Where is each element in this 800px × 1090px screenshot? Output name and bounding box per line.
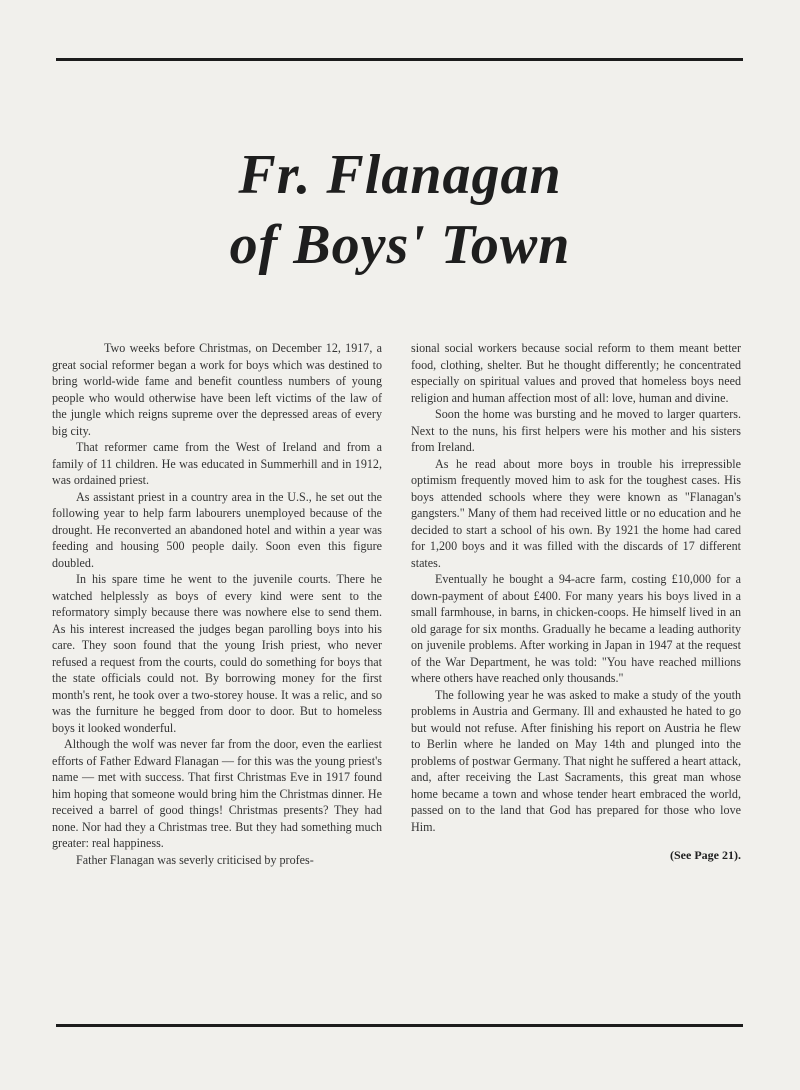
paragraph: Two weeks before Christmas, on December 12, 1917, a great social reformer began a work for boys which was destined to bring world-wide fame and benefit countless numbers of young people who would otherwise have been left victims of the law of the jungle which reigns supreme over the depressed areas of every big city. [52, 341, 382, 438]
paragraph: That reformer came from the West of Ireland and from a family of 11 children. He was educated in Summerhill and in 1912, was ordained priest. [52, 440, 382, 487]
title-line-1: Fr. Flanagan [238, 144, 562, 206]
left-column [52, 340, 382, 868]
paragraph: Eventually he bought a 94-acre farm, costing £10,000 for a down-payment of about £400. For many years his boys lived in a small farmhouse, in barns, in chicken-coops. He himself lived in an old garage for six months. Gradually he became a leading authority on juvenile problems. After working in Japan in 1947 at the request of the War Department, he was told: "You have reached millions where others have reached only thousands." [411, 572, 741, 685]
paragraph: Although the wolf was never far from the door, even the earliest efforts of Father Edward Flanagan — for this was the young priest's name — met with success. That first Christmas Eve in 1917 found him hoping that someone would bring him the Christmas dinner. He received a barrel of good things! Christmas presents? They had none. Nor had they a Christmas tree. But they had something much greater: real happiness. [52, 737, 382, 850]
see-page-reference: (See Page 21). [670, 848, 741, 862]
paragraph: As assistant priest in a country area in the U.S., he set out the following year to help farm labourers unemployed because of the drought. He reconverted an abandoned hotel and within a year was feeding and housing 500 people daily. Soon even this figure doubled. [52, 489, 382, 570]
title-line-2: of Boys' Town [229, 214, 571, 276]
paragraph: As he read about more boys in trouble his irrepressible optimism frequently moved him to ask for the toughest cases. His boys attended schools where they were known as "Flanagan's gangsters." Many of them had received little or no education and he decided to start a school of his own. By 1921 the home had cared for 1,200 boys and it was filled with the discards of 17 different states. [411, 456, 741, 570]
paragraph: sional social workers because social reform to them meant better food, clothing, shelter. But he thought differently; he concentrated especially on spiritual values and proved that homeless boys need religion and human affection most of all: love, human and divine. [411, 341, 741, 405]
paragraph: In his spare time he went to the juvenile courts. There he watched helplessly as boys of every kind were sent to the reformatory simply because there was nowhere else to send them. As his interest increased the judges began parolling boys into his care. They soon found that the young Irish priest, who never refused a request from the courts, could do something for boys that the state officials could not. By borrowing money for the first month's rent, he took over a two-storey house. It was a relic, and so was the furniture he begged from door to door. But to homeless boys it looked wonderful. [52, 572, 382, 735]
paragraph: Father Flanagan was severly criticised by profes- [76, 852, 314, 867]
right-column [411, 340, 741, 864]
paragraph: Soon the home was bursting and he moved to larger quarters. Next to the nuns, his first helpers were his mother and his sisters from Ireland. [411, 407, 741, 454]
bottom-rule [56, 1024, 743, 1027]
top-rule [56, 58, 743, 61]
article-title [0, 140, 800, 280]
paragraph: The following year he was asked to make a study of the youth problems in Austria and Germany. Ill and exhausted he hated to go but would not refuse. After finishing his report on Austria he flew to Berlin where he landed on May 14th and plunged into the problems of postwar Germany. That night he suffered a heart attack, and, after receiving the Last Sacraments, this great man whose home became a town and whose tender heart embraced the world, passed on to the land that God has prepared for those who love Him. [411, 687, 741, 834]
